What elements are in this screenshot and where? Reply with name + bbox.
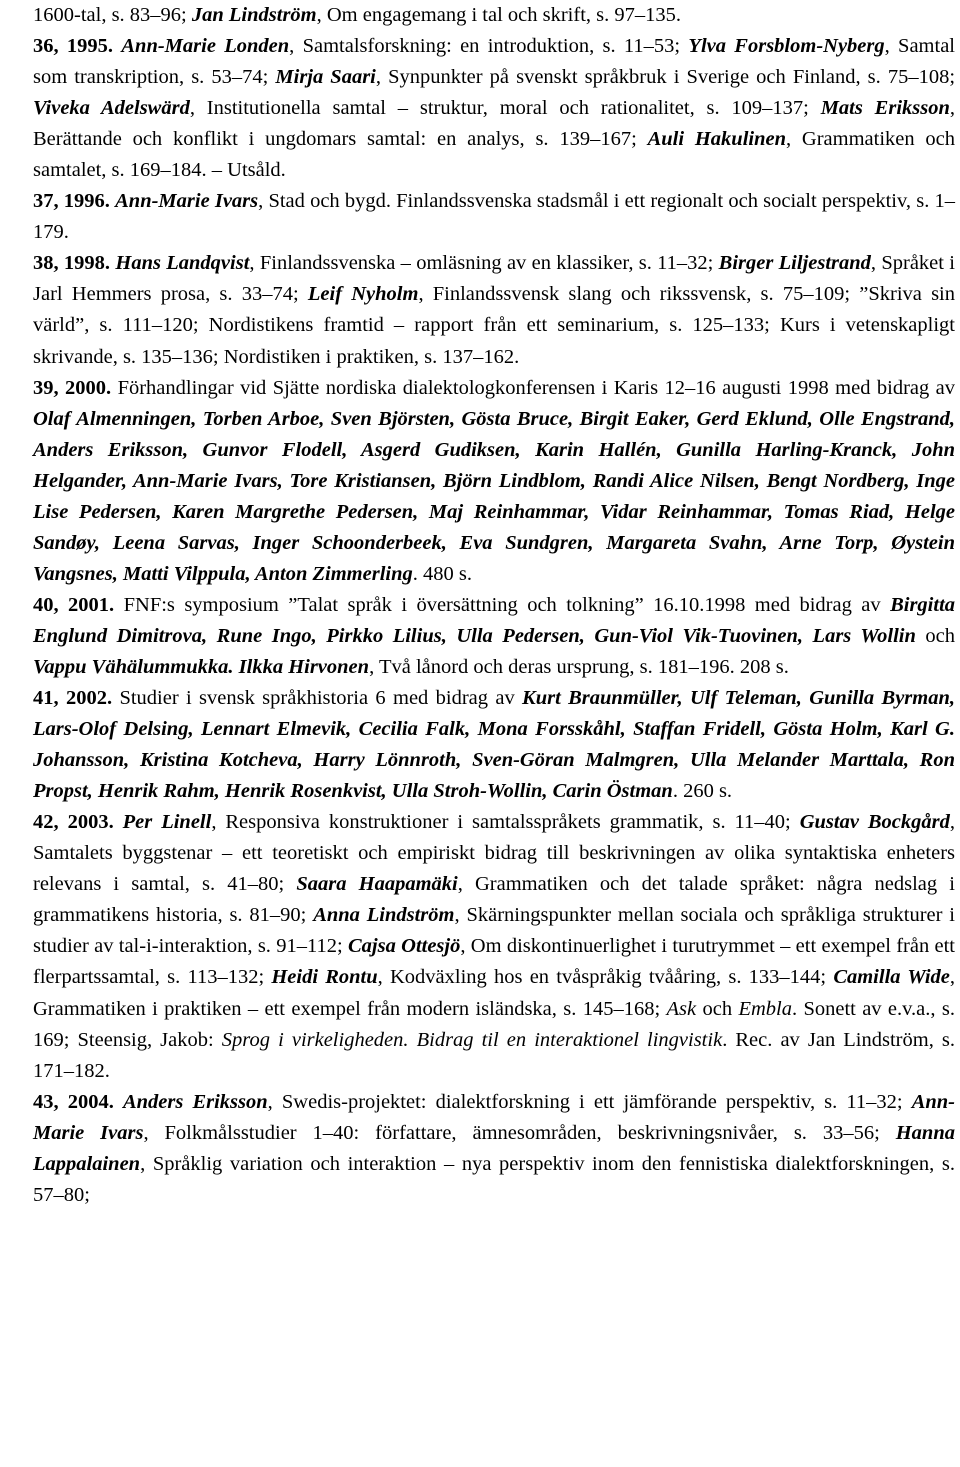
entry-38 [33, 248, 955, 372]
entry-text: , Samtal som transkription, s. 53–74; [33, 35, 955, 89]
author-name: Gustav Bockgård [799, 811, 950, 834]
author-name: Vappu Vähälummukka. Ilkka Hirvonen [33, 655, 370, 678]
entry-number: 39, 2000. [33, 376, 118, 399]
italic-title: Sprog i virkeligheden. Bidrag til en interaktionel lingvistik [221, 1028, 723, 1051]
entry-text: , Samtalets byggstenar – ett teoretiskt och empiriskt bidrag till beskrivningen av olika syntaktiska enheters relevans i samtal, s. 41–80; [33, 811, 956, 896]
entry-number: 37, 1996. [33, 190, 116, 213]
entry-text: , Om diskontinuerlighet i turutrymmet – ett exempel från ett flerpartssamtal, s. 113–132; [33, 935, 955, 989]
entry-text: , Institutionella samtal – struktur, moral och rationalitet, s. 109–137; [189, 97, 821, 120]
entry-41 [33, 683, 955, 807]
entry-text: , Grammatiken i praktiken – ett exempel från modern isländska, s. 145–168; [33, 966, 955, 1020]
entry-42 [33, 807, 955, 1086]
italic-title: Embla [738, 997, 792, 1020]
entry-text: , Finlandssvensk slang och rikssvensk, s. 75–109; ”Skriva sin värld”, s. 111–120; Nordistikens framtid – rapport från ett seminarium, s. 125–133; Kurs i vetenskapligt skrivande, s. 135–136; Nordistiken i praktiken, s. 137–162. [33, 283, 955, 368]
author-name: Ann-Marie Ivars [115, 190, 259, 213]
entry-text: , Folkmålsstudier 1–40: författare, ämnesområden, beskrivningsnivåer, s. 33–56; [143, 1121, 896, 1144]
author-name: Per Linell [122, 811, 212, 834]
author-name: Auli Hakulinen [647, 128, 786, 151]
entry-text: . 480 s. [412, 562, 472, 585]
author-name: Viveka Adelswärd [33, 97, 190, 120]
entry-text: , Språket i Jarl Hemmers prosa, s. 33–74; [33, 252, 955, 306]
author-name: Jan Lindström [191, 4, 317, 26]
entry-text: , Synpunkter på svenskt språkbruk i Sverige och Finland, s. 75–108; [375, 66, 956, 89]
entry-text: och [915, 624, 955, 647]
entry-text: , Samtalsforskning: en introduktion, s. 11–53; [289, 35, 689, 58]
entry-text: . Rec. av Jan Lindström, s. 171–182. [33, 1028, 955, 1082]
entry-39 [33, 373, 955, 590]
entry-text: , Grammatiken och samtalet, s. 169–184. – Utsåld. [33, 128, 956, 182]
author-name: Cajsa Ottesjö [347, 935, 461, 958]
entry-number: 40, 2001. [33, 593, 124, 616]
author-name: Ylva Forsblom-Nyberg [688, 35, 885, 58]
entry-text: , Grammatiken och det talade språket: några nedslag i grammatikens historia, s. 81–90; [33, 873, 955, 927]
author-name: Saara Haapamäki [296, 873, 458, 896]
author-name: Heidi Rontu [271, 966, 378, 989]
entry-text: . Sonett av e.v.a., s. 169; Steensig, Jakob: [33, 997, 955, 1051]
author-name: Mats Eriksson [820, 97, 950, 120]
entry-text: och [696, 997, 739, 1020]
entry-text: , Två lånord och deras ursprung, s. 181–196. 208 s. [369, 655, 789, 678]
entry-text: , Swedis-projektet: dialektforskning i ett jämförande perspektiv, s. 11–32; [267, 1090, 912, 1113]
author-name: Hans Landqvist [115, 252, 250, 275]
author-name: Birger Liljestrand [718, 252, 871, 275]
entry-36 [33, 31, 955, 186]
entry-continuation [33, 0, 955, 31]
author-name: Mirja Saari [275, 66, 376, 89]
entry-text: , Språklig variation och interaktion – nya perspektiv inom den fennistiska dialektforskningen, s. 57–80; [33, 1152, 955, 1206]
entry-number: 43, 2004. [33, 1090, 123, 1113]
entry-text: Förhandlingar vid Sjätte nordiska dialektologkonferensen i Karis 12–16 augusti 1998 med bidrag av [117, 376, 955, 399]
entry-text: , Finlandssvenska – omläsning av en klassiker, s. 11–32; [249, 252, 719, 275]
entry-text: , Skärningspunkter mellan sociala och språkliga strukturer i studier av tal-i-interaktion, s. 91–112; [33, 904, 955, 958]
entry-40 [33, 590, 955, 683]
entry-text: , Kodväxling hos en tvåspråkig tvååring, s. 133–144; [377, 966, 834, 989]
author-name: Ann-Marie Londen [121, 35, 290, 58]
entry-text: , Responsiva konstruktioner i samtalsspråkets grammatik, s. 11–40; [211, 811, 800, 834]
entry-43 [33, 1087, 955, 1211]
entry-text: , Stad och bygd. Finlandssvenska stadsmål i ett regionalt och socialt perspektiv, s. 1–179. [33, 190, 955, 244]
entry-text: Studier i svensk språkhistoria 6 med bidrag av [119, 687, 523, 710]
author-name: Olaf Almenningen, Torben Arboe, Sven Björsten, Gösta Bruce, Birgit Eaker, Gerd Eklund, Olle Engstrand, Anders Eriksson, Gunvor Flodell, Asgerd Gudiksen, Karin Hallén, Gunilla Harling-Kranck, John Helgander, Ann-Marie Ivars, Tore Kristiansen, Björn Lindblom, Randi Alice Nilsen, Bengt Nordberg, Inge Lise Pedersen, Karen Margrethe Pedersen, Maj Reinhammar, Vidar Reinhammar, Tomas Riad, Helge Sandøy, Leena Sarvas, Inger Schoonderbeek, Eva Sundgren, Margareta Svahn, Arne Torp, Øystein Vangsnes, Matti Vilppula, Anton Zimmerling [33, 407, 955, 585]
author-name: Anna Lindström [313, 904, 455, 927]
entry-text: , Om engagemang i tal och skrift, s. 97–135. [316, 4, 682, 26]
author-name: Ann-Marie Ivars [33, 1090, 955, 1144]
document-page [33, 0, 955, 1211]
italic-title: Ask [666, 997, 697, 1020]
entry-text: . 260 s. [672, 780, 733, 803]
entry-text: FNF:s symposium ”Talat språk i översättning och tolkning” 16.10.1998 med bidrag av [123, 593, 891, 616]
author-name: Camilla Wide [833, 966, 950, 989]
author-name: Leif Nyholm [307, 283, 419, 306]
entry-text: 1600-tal, s. 83–96; [33, 4, 192, 26]
entry-number: 38, 1998. [33, 252, 116, 275]
entry-number: 41, 2002. [33, 687, 120, 710]
author-name: Birgitta Englund Dimitrova, Rune Ingo, Pirkko Lilius, Ulla Pedersen, Gun-Viol Vik-Tuovinen, Lars Wollin [33, 593, 956, 647]
entry-number: 36, 1995. [33, 35, 122, 58]
entry-number: 42, 2003. [33, 811, 123, 834]
entry-text: , Berättande och konflikt i ungdomars samtal: en analys, s. 139–167; [33, 97, 955, 151]
author-name: Anders Eriksson [122, 1090, 268, 1113]
entry-37 [33, 186, 955, 248]
author-name: Hanna Lappalainen [33, 1121, 955, 1175]
author-name: Kurt Braunmüller, Ulf Teleman, Gunilla Byrman, Lars-Olof Delsing, Lennart Elmevik, Cecilia Falk, Mona Forsskåhl, Staffan Fridell, Gösta Holm, Karl G. Johansson, Kristina Kotcheva, Harry Lönnroth, Sven-Göran Malmgren, Ulla Melander Marttala, Ron Propst, Henrik Rahm, Henrik Rosenkvist, Ulla Stroh-Wollin, Carin Östman [33, 687, 955, 803]
